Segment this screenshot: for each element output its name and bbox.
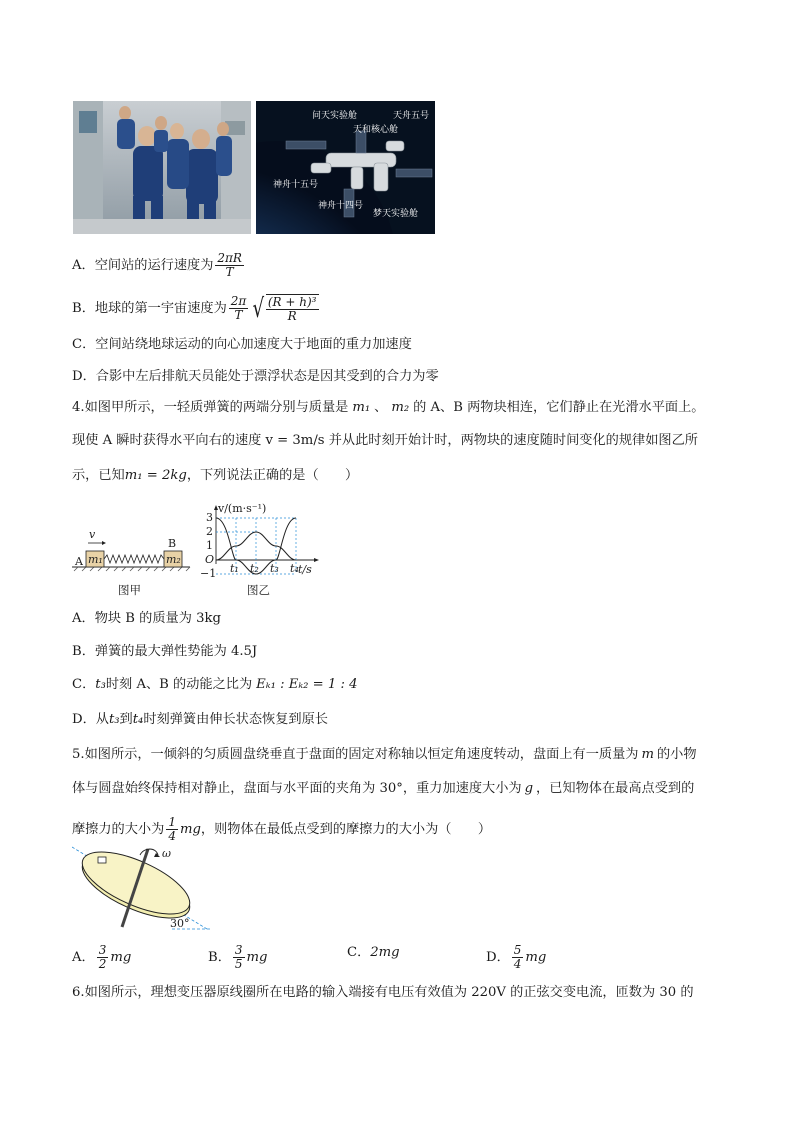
q3-option-c: C．空间站绕地球运动的向心加速度大于地面的重力加速度: [72, 337, 412, 352]
q4-option-d: D．从t₃到t₄时刻弹簧由伸长状态恢复到原长: [72, 712, 328, 727]
q3-option-d: D．合影中左后排航天员能处于漂浮状态是因其受到的合力为零: [72, 369, 439, 384]
q3-option-b-text: B．地球的第一宇宙速度为: [72, 301, 227, 316]
origin-label: O: [205, 553, 215, 566]
q4-option-a: A．物块 B 的质量为 3kg: [72, 611, 221, 626]
q6-stem-line1: 6.如图所示，理想变压器原线圈所在电路的输入端接有电压有效值为 220V 的正弦交变电流，匝数为 30 的: [72, 985, 694, 1000]
axis-ylabel: v/(m·s⁻¹): [218, 502, 267, 515]
q3-option-a: [72, 252, 246, 279]
q5-option-d: D． $\frac{5}{4}$ mg: [486, 943, 547, 971]
q5-stem-line3: 摩擦力的大小为 $\frac{1}{4}$ mg，则物体在最低点受到的摩擦力的大小为（ ）: [72, 815, 492, 843]
q4-stem-line1: 4.如图甲所示，一轻质弹簧的两端分别与质量是 m₁ 、 m₂ 的 A、B 两物块相连，它们静止在光滑水平面上。: [72, 400, 705, 415]
sqrt-radical: √: [252, 293, 265, 324]
q4-option-c: C．t₃时刻 A、B 的动能之比为 Eₖ₁ : Eₖ₂ = 1 : 4: [72, 677, 358, 692]
q3-option-b: B．地球的第一宇宙速度为 $\frac{2\pi}{T}$ √ $\frac{\text{(R + h)³}}{R}$: [72, 293, 317, 324]
q3-option-a-text: A．空间站的运行速度为: [72, 258, 214, 273]
y-tick-neg1: −1: [200, 567, 217, 580]
axis-xlabel: t/s: [298, 563, 312, 576]
label-tianhe: 天和核心舱: [353, 125, 399, 135]
t-tick-1: t₁: [230, 562, 239, 575]
q5-stem-line2: 体与圆盘始终保持相对静止，盘面与水平面的夹角为 30°，重力加速度大小为 g ，已知物体在最高点受到的: [72, 781, 695, 796]
fig-m1-label: m₁: [88, 553, 103, 566]
sqrt-radicand: $\frac{\text{(R + h)³}}{R}$: [267, 295, 317, 323]
q5-option-c: C．2mg: [347, 945, 400, 960]
fig-a-caption: 图甲: [118, 583, 141, 597]
t-tick-3: t₃: [270, 562, 279, 575]
label-sz14: 神舟十四号: [318, 201, 364, 211]
q4-figure-b: [198, 502, 324, 582]
fig-b-caption: 图乙: [247, 583, 270, 597]
fig-A-label: A: [75, 555, 83, 568]
omega-label: ω: [162, 847, 171, 860]
q5-tilted-disk-figure: [72, 845, 212, 935]
q5-option-a: A． $\frac{3}{2}$ mg: [72, 943, 132, 971]
q4-stem-line3: 示，已知m₁ = 2kg，下列说法正确的是（ ）: [72, 468, 359, 483]
q5-option-b: B． $\frac{3}{5}$ mg: [208, 943, 268, 971]
t-tick-2: t₂: [250, 562, 259, 575]
q4-option-b: B．弹簧的最大弹性势能为 4.5J: [72, 644, 258, 659]
label-mengtian: 梦天实验舱: [373, 209, 419, 219]
fig-m2-label: m₂: [166, 553, 181, 566]
y-tick-1: 1: [206, 539, 213, 552]
label-tianzhou: 天舟五号: [393, 111, 430, 121]
q3-option-a-fraction: $\frac{2\pi R}{T}$: [217, 251, 242, 279]
q5-stem-line1: 5.如图所示，一倾斜的匀质圆盘绕垂直于盘面的固定对称轴以恒定角速度转动，盘面上有一质量为 m 的小物: [72, 747, 697, 762]
y-tick-3: 3: [206, 511, 213, 524]
space-station-photo: [256, 101, 435, 234]
q4-stem-line2: 现使 A 瞬时获得水平向右的速度 v = 3m/s 并从此时刻开始计时，两物块的速度随时间变化的规律如图乙所: [72, 433, 698, 448]
y-tick-2: 2: [206, 525, 213, 538]
astronaut-group-photo: [73, 101, 251, 234]
fig-v-label: v: [89, 528, 96, 541]
t-tick-4: t₄: [290, 562, 299, 575]
angle-label: 30°: [170, 917, 190, 930]
label-sz15: 神舟十五号: [273, 180, 319, 190]
fig-B-label: B: [168, 537, 177, 550]
label-wentian: 问天实验舱: [312, 111, 358, 121]
